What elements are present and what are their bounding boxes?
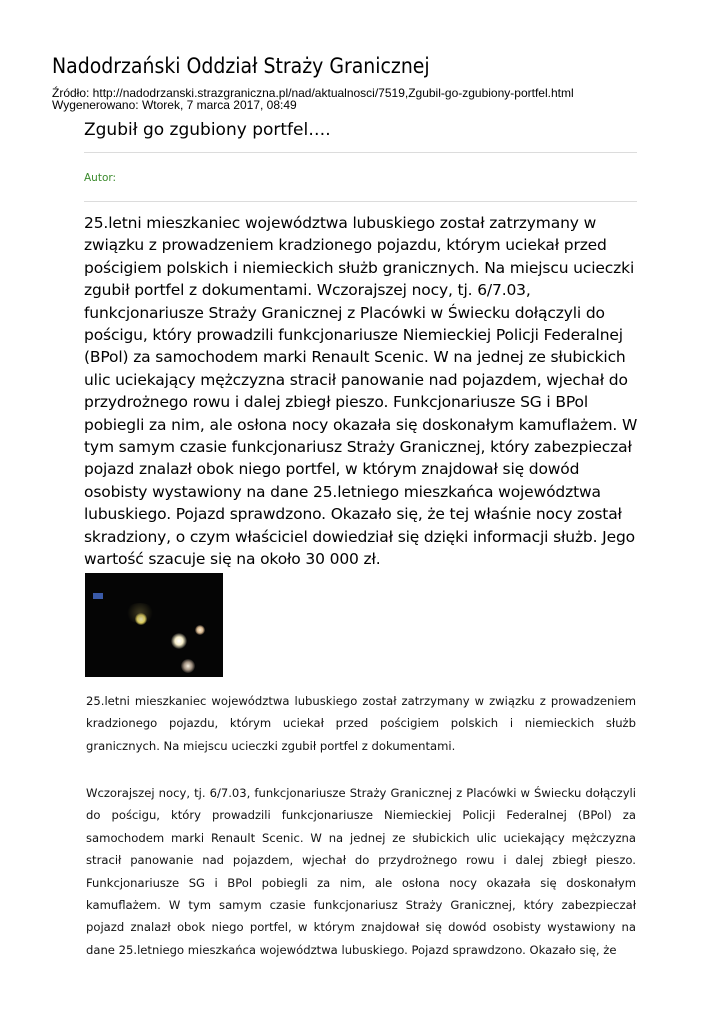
print-metadata <box>52 87 574 111</box>
divider-bottom <box>84 201 637 202</box>
photo-light-2 <box>171 633 187 649</box>
article-photo[interactable] <box>85 573 223 677</box>
photo-light-3 <box>195 625 205 635</box>
generated-date: Wygenerowano: Wtorek, 7 marca 2017, 08:49 <box>52 98 297 112</box>
article-paragraph-1: 25.letni mieszkaniec województwa lubuskiego został zatrzymany w związku z prowadzeniem kradzionego pojazdu, którym uciekał przed pościgiem polskich i niemieckich służb granicznych. Na miejscu ucieczki zgubił portfel z dokumentami. <box>86 694 636 753</box>
photo-road-sign <box>93 593 103 599</box>
author-label: Autor: <box>84 172 117 184</box>
photo-light-5 <box>125 603 155 623</box>
source-url[interactable]: Źródło: http://nadodrzanski.strazgraniczna.pl/nad/aktualnosci/7519,Zgubil-go-zgubiony-portfel.html <box>52 86 574 100</box>
article-paragraph-2: Wczorajszej nocy, tj. 6/7.03, funkcjonariusze Straży Granicznej z Placówki w Świecku dołączyli do pościgu, który prowadzili funkcjonariusze Niemieckiej Policji Federalnej (BPol) za samochodem marki Renault Scenic. W na jednej ze słubickich ulic uciekający mężczyzna stracił panowanie nad pojazdem, wjechał do przydrożnego rowu i dalej zbiegł pieszo. Funkcjonariusze SG i BPol pobiegli za nim, ale osłona nocy okazała się doskonałym kamuflażem. W tym samym czasie funkcjonariusz Straży Granicznej, który zabezpieczał pojazd znalazł obok niego portfel, w którym znajdował się dowód osobisty wystawiony na dane 25.letniego mieszkańca województwa lubuskiego. Pojazd sprawdzono. Okazało się, że <box>86 786 636 957</box>
divider-top <box>84 152 637 153</box>
photo-light-4 <box>181 659 195 673</box>
site-title: Nadodrzański Oddział Straży Granicznej <box>52 54 430 78</box>
article-title: Zgubił go zgubiony portfel…. <box>84 120 331 140</box>
article-lead: 25.letni mieszkaniec województwa lubuskiego został zatrzymany w związku z prowadzeniem kradzionego pojazdu, którym uciekał przed pościgiem polskich i niemieckich służb granicznych. Na miejscu ucieczki zgubił portfel z dokumentami. Wczorajszej nocy, tj. 6/7.03, funkcjonariusze Straży Granicznej z Placówki w Świecku dołączyli do pościgu, który prowadzili funkcjonariusze Niemieckiej Policji Federalnej (BPol) za samochodem marki Renault Scenic. W na jednej ze słubickich ulic uciekający mężczyzna stracił panowanie nad pojazdem, wjechał do przydrożnego rowu i dalej zbiegł pieszo. Funkcjonariusze SG i BPol pobiegli za nim, ale osłona nocy okazała się doskonałym kamuflażem. W tym samym czasie funkcjonariusz Straży Granicznej, który zabezpieczał pojazd znalazł obok niego portfel, w którym znajdował się dowód osobisty wystawiony na dane 25.letniego mieszkańca województwa lubuskiego. Pojazd sprawdzono. Okazało się, że tej właśnie nocy został skradziony, o czym właściciel dowiedział się dzięki informacji służb. Jego wartość szacuje się na około 30 000 zł. <box>84 214 638 569</box>
